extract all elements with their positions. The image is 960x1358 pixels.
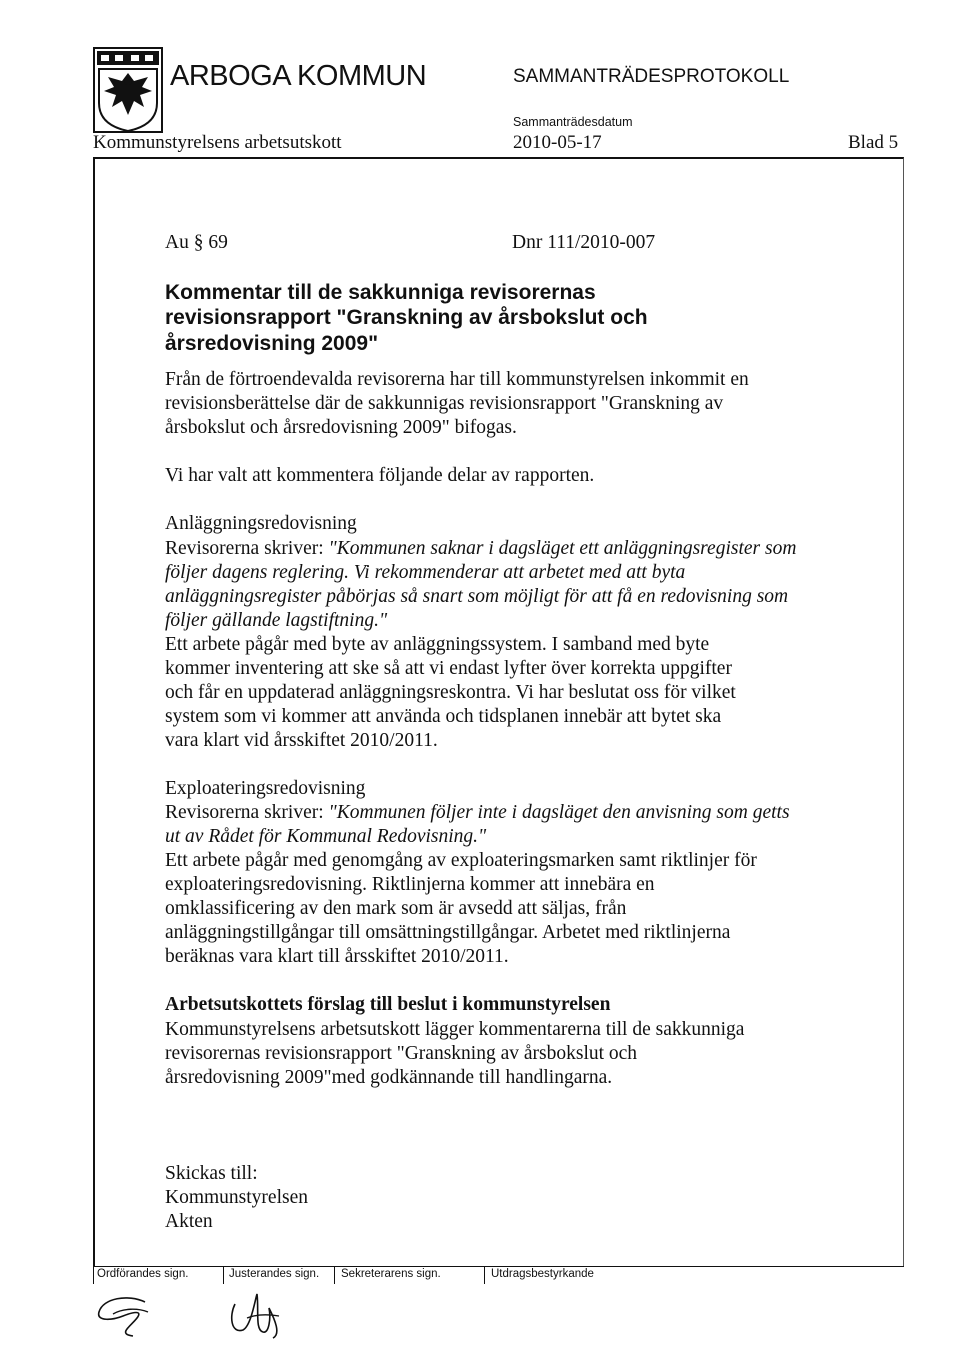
footer-divider [334, 1266, 335, 1284]
section-heading: Anläggningsredovisning [165, 513, 357, 534]
quote-line [165, 539, 796, 559]
document-title-line: årsredovisning 2009" [165, 332, 379, 355]
proposal-line: Kommunstyrelsens arbetsutskott lägger kommentarerna till de sakkunniga [165, 1019, 745, 1040]
response-line: vara klart vid årsskiftet 2010/2011. [165, 730, 438, 751]
sent-to-label: Skickas till: [165, 1163, 258, 1184]
quote-text: Vi rekommenderar att arbetet med att byta [348, 562, 686, 583]
quote-text: "Kommunen följer inte i dagsläget den anvisning som getts [328, 802, 790, 823]
quote-prefix: Revisorerna skriver: [165, 538, 329, 559]
quote-line [165, 611, 387, 631]
quote-text: "Kommunen saknar i dagsläget ett anläggningsregister som [328, 538, 797, 559]
intro-line: Från de förtroendevalda revisorerna har till kommunstyrelsen inkommit en [165, 369, 749, 390]
proposal-line: årsredovisning 2009"med godkännande till handlingarna. [165, 1067, 613, 1088]
page-number: Blad 5 [848, 132, 899, 153]
intro-line: årsbokslut och årsredovisning 2009" bifogas. [165, 417, 517, 438]
quote-text: anläggningsregister påbörjas så snart som möjligt för att få en redovisning som [165, 586, 789, 607]
footer-divider [484, 1266, 485, 1284]
case-number: Dnr 111/2010-007 [512, 232, 656, 253]
response-line: beräknas vara klart till årsskiftet 2010/2011. [165, 946, 509, 967]
intro-line: revisionsberättelse där de sakkunnigas revisionsrapport "Granskning av [165, 393, 724, 414]
footer-divider [93, 1266, 94, 1284]
section-number: Au § 69 [165, 232, 228, 253]
response-line: Ett arbete pågår med byte av anläggningssystem. I samband med byte [165, 634, 710, 655]
meeting-date-label: Sammanträdesdatum [513, 115, 633, 129]
response-line: system som vi kommer att använda och tidsplanen innebär att bytet ska [165, 706, 722, 727]
quote-line [165, 563, 685, 583]
quote-line [165, 587, 788, 607]
recipient: Akten [165, 1211, 213, 1232]
adjuster-sign-label: Justerandes sign. [229, 1268, 320, 1280]
quote-text: ut av Rådet för Kommunal Redovisning." [165, 826, 487, 847]
footer-divider [223, 1266, 224, 1284]
meeting-date: 2010-05-17 [513, 132, 602, 153]
proposal-heading: Arbetsutskottets förslag till beslut i kommunstyrelsen [165, 994, 611, 1015]
quote-line [165, 803, 790, 823]
document-title-line: Kommentar till de sakkunniga revisorernas [165, 281, 596, 304]
adjuster-signature [225, 1290, 295, 1340]
chair-signature [93, 1290, 163, 1340]
organization-name: ARBOGA KOMMUN [170, 60, 427, 92]
proposal-line: revisorernas revisionsrapport "Granskning av årsbokslut och [165, 1043, 638, 1064]
chair-sign-label: Ordförandes sign. [97, 1268, 189, 1280]
response-line: anläggningstillgångar till omsättningstillgångar. Arbetet med riktlinjerna [165, 922, 731, 943]
intro-line: Vi har valt att kommentera följande delar av rapporten. [165, 465, 595, 486]
response-line: exploateringsredovisning. Riktlinjerna kommer att innebära en [165, 874, 655, 895]
recipient: Kommunstyrelsen [165, 1187, 308, 1208]
document-type-title: SAMMANTRÄDESPROTOKOLL [513, 66, 790, 87]
response-line: och får en uppdaterad anläggningsreskontra. Vi har beslutat oss för vilket [165, 682, 736, 703]
committee-name: Kommunstyrelsens arbetsutskott [93, 132, 342, 153]
quote-text: följer gällande lagstiftning." [165, 610, 388, 631]
response-line: omklassificering av den mark som är avsedd att säljas, från [165, 898, 627, 919]
quote-prefix: Revisorerna skriver: [165, 802, 329, 823]
document-title-line: revisionsrapport "Granskning av årsbokslut och [165, 306, 648, 329]
secretary-sign-label: Sekreterarens sign. [341, 1268, 441, 1280]
certified-label: Utdragsbestyrkande [491, 1268, 594, 1280]
quote-line [165, 827, 486, 847]
arboga-coat-of-arms-logo [93, 47, 163, 133]
response-line: kommer inventering att ske så att vi endast lyfter över korrekta uppgifter [165, 658, 732, 679]
section-heading: Exploateringsredovisning [165, 778, 366, 799]
response-line: Ett arbete pågår med genomgång av exploateringsmarken samt riktlinjer för [165, 850, 757, 871]
quote-text: följer dagens reglering. [165, 562, 349, 583]
